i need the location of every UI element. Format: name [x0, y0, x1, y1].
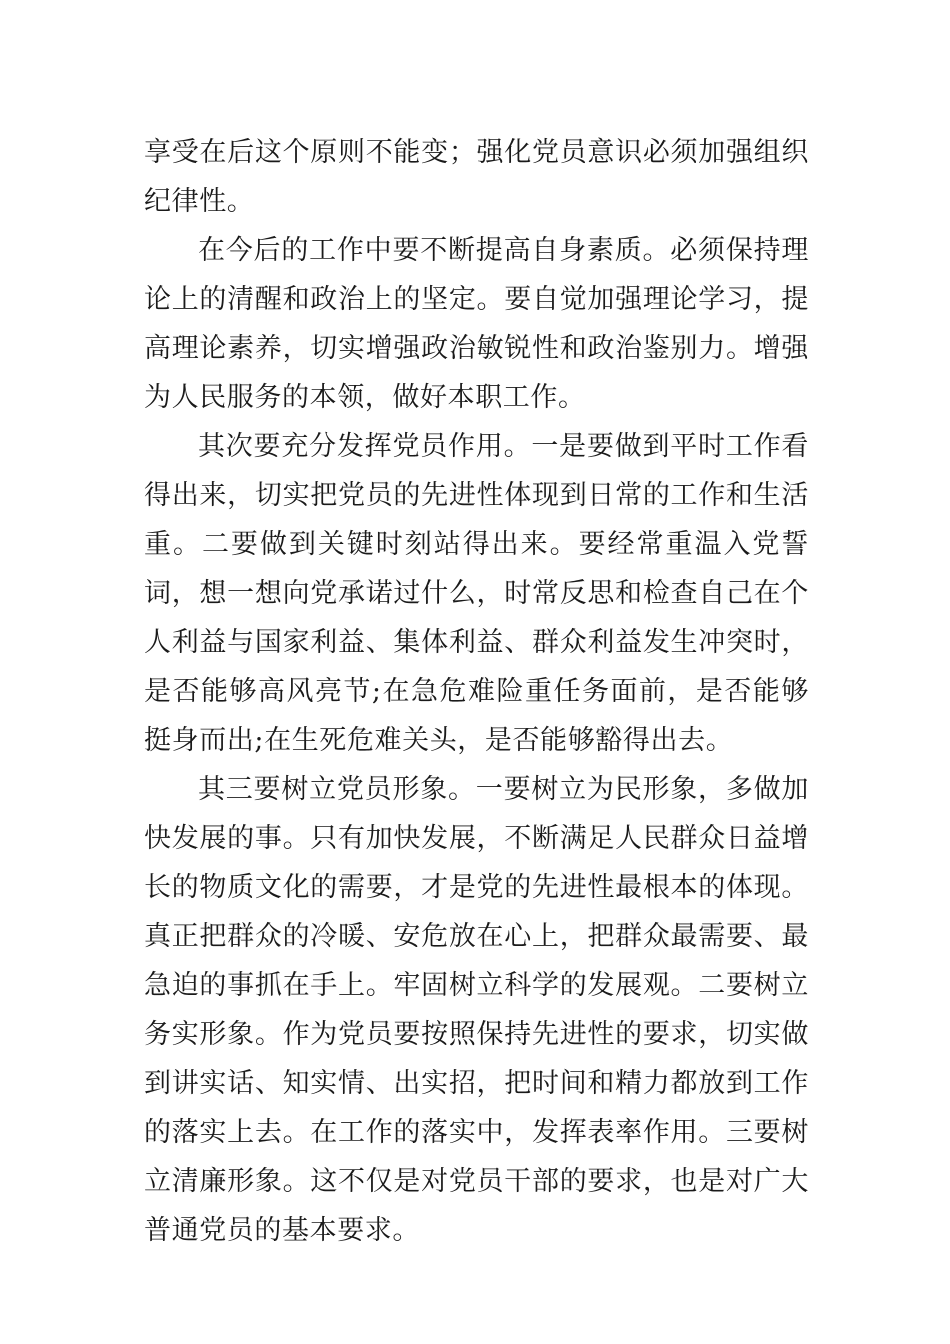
paragraph-2: 在今后的工作中要不断提高自身素质。必须保持理论上的清醒和政治上的坚定。要自觉加强理论学习，提高理论素养，切实增强政治敏锐性和政治鉴别力。增强为人民服务的本领，做好本职工作。: [144, 235, 809, 413]
paragraph-4: 其三要树立党员形象。一要树立为民形象，多做加快发展的事。只有加快发展，不断满足人民群众日益增长的物质文化的需要，才是党的先进性最根本的体现。真正把群众的冷暖、安危放在心上，把群众最需要、最急迫的事抓在手上。牢固树立科学的发展观。二要树立务实形象。作为党员要按照保持先进性的要求，切实做到讲实话、知实情、出实招，把时间和精力都放到工作的落实上去。在工作的落实中，发挥表率作用。三要树立清廉形象。这不仅是对党员干部的要求，也是对广大普通党员的基本要求。: [144, 774, 809, 1246]
paragraph-3: 其次要充分发挥党员作用。一是要做到平时工作看得出来，切实把党员的先进性体现到日常的工作和生活重。二要做到关键时刻站得出来。要经常重温入党誓词，想一想向党承诺过什么，时常反思和检查自己在个人利益与国家利益、集体利益、群众利益发生冲突时，是否能够高风亮节;在急危难险重任务面前，是否能够挺身而出;在生死危难关头，是否能够豁得出去。: [144, 431, 809, 756]
paragraph-1: 享受在后这个原则不能变；强化党员意识必须加强组织纪律性。: [144, 137, 809, 217]
document-body: [144, 128, 809, 1255]
